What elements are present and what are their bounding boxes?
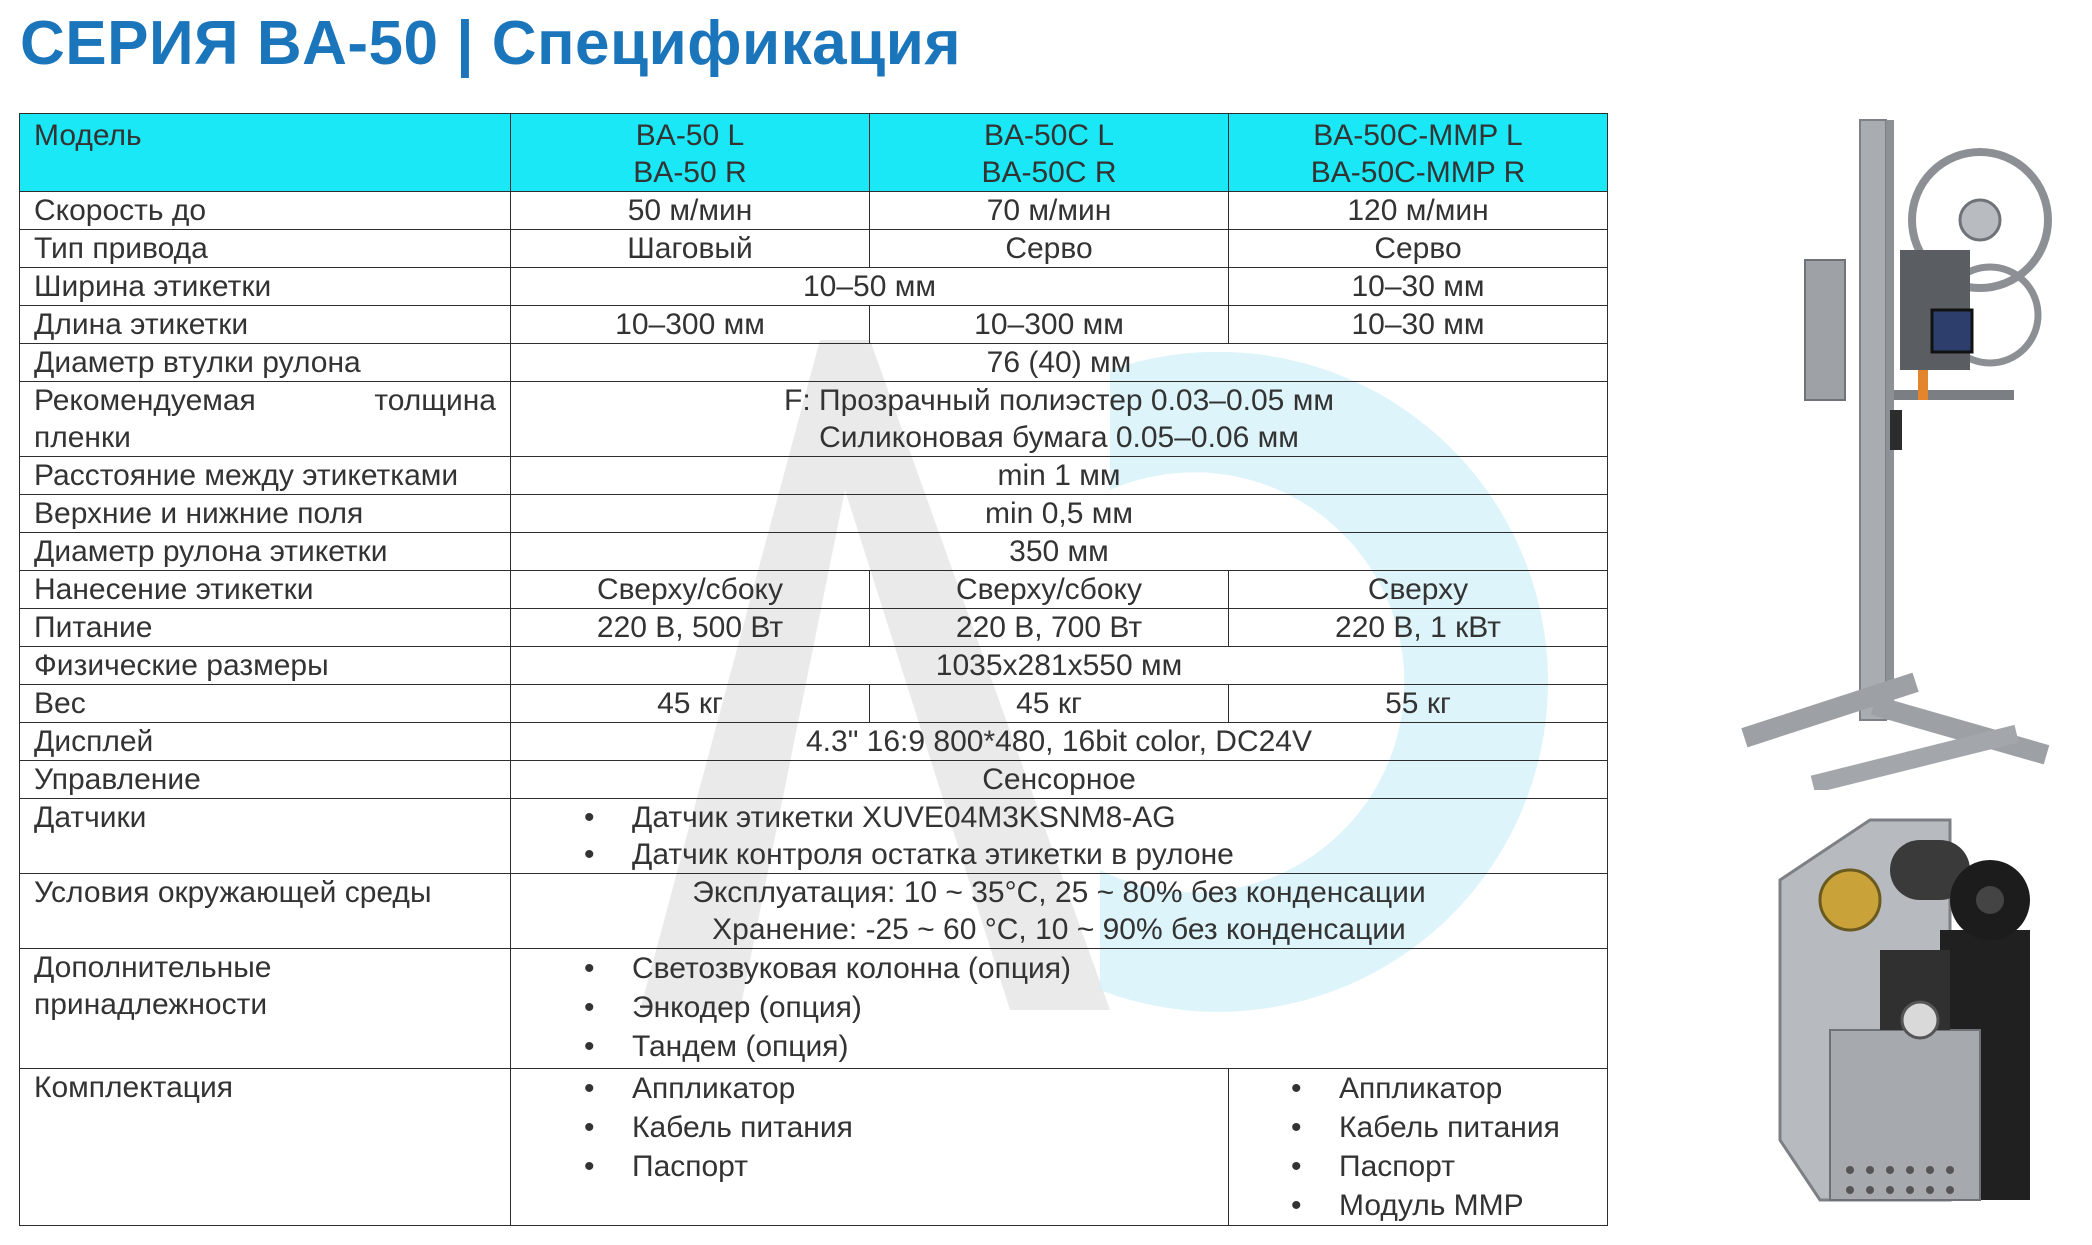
list-item: • Кабель питания [1339,1108,1593,1147]
value-cell: min 1 мм [511,457,1608,495]
value-cell: 350 мм [511,533,1608,571]
table-row-speed [20,192,1608,230]
table-row-width [20,268,1608,306]
row-label: Скорость до [20,192,511,230]
table-row-power [20,609,1608,647]
row-label: Модель [20,114,511,192]
list-item: • Тандем (опция) [632,1027,1593,1066]
list-item: • Паспорт [1339,1147,1593,1186]
value-cell: 10–30 мм [1229,306,1608,344]
value-cell: 10–300 мм [870,306,1229,344]
row-label: Датчики [20,799,511,874]
row-label: Тип привода [20,230,511,268]
value-cell: 1035x281x550 мм [511,647,1608,685]
list-item: • Модуль MMP [1339,1186,1593,1225]
table-row-kit [20,1069,1608,1226]
value-cell: 10–50 мм [511,268,1229,306]
row-label: Диаметр рулона этикетки [20,533,511,571]
row-label: Диаметр втулки рулона [20,344,511,382]
value-cell: 120 м/мин [1229,192,1608,230]
table-row-drive [20,230,1608,268]
value-cell: Шаговый [511,230,870,268]
value-cell: Серво [1229,230,1608,268]
row-label: Дополнительные принадлежности [20,949,511,1069]
spec-table [19,113,1608,1226]
row-label: Условия окружающей среды [20,874,511,949]
table-row-display [20,723,1608,761]
list-item: • Аппликатор [632,1069,1214,1108]
list-item: • Датчик контроля остатка этикетки в рулоне [632,836,1593,873]
value-cell: F: Прозрачный полиэстер 0.03–0.05 мм Силиконовая бумага 0.05–0.06 мм [511,382,1608,457]
table-row-core [20,344,1608,382]
list-item: • Энкодер (опция) [632,988,1593,1027]
table-row-control [20,761,1608,799]
table-row-roll [20,533,1608,571]
table-row-dims [20,647,1608,685]
value-cell: 50 м/мин [511,192,870,230]
model-cell: BA-50C-MMP L BA-50C-MMP R [1229,114,1608,192]
list-item: • Кабель питания [632,1108,1214,1147]
value-cell: 10–30 мм [1229,268,1608,306]
table-row-thickness [20,382,1608,457]
value-cell [511,1069,1229,1226]
value-cell: Сверху/сбоку [870,571,1229,609]
page-title: СЕРИЯ BA-50 | Спецификация [20,9,962,78]
labeling-machine-image [1740,110,2070,790]
table-row-application [20,571,1608,609]
value-cell: 220 В, 500 Вт [511,609,870,647]
value-cell: 4.3" 16:9 800*480, 16bit color, DC24V [511,723,1608,761]
table-row-gap [20,457,1608,495]
table-row-environment [20,874,1608,949]
value-cell: 220 В, 700 Вт [870,609,1229,647]
row-label: Верхние и нижние поля [20,495,511,533]
table-row-model [20,114,1608,192]
list-item: • Датчик этикетки XUVE04M3KSNM8-AG [632,799,1593,836]
table-row-length [20,306,1608,344]
row-label: Расстояние между этикетками [20,457,511,495]
value-cell: Эксплуатация: 10 ~ 35°C, 25 ~ 80% без конденсации Хранение: -25 ~ 60 °C, 10 ~ 90% без конденсации [511,874,1608,949]
value-cell: Сенсорное [511,761,1608,799]
row-label: Рекомендуемая толщина пленки [20,382,511,457]
row-label: Физические размеры [20,647,511,685]
value-cell: 70 м/мин [870,192,1229,230]
value-cell: 220 В, 1 кВт [1229,609,1608,647]
value-cell [1229,1069,1608,1226]
value-cell: 45 кг [511,685,870,723]
value-cell [511,799,1608,874]
value-cell: Серво [870,230,1229,268]
table-row-sensors [20,799,1608,874]
row-label: Питание [20,609,511,647]
row-label: Комплектация [20,1069,511,1226]
table-row-weight [20,685,1608,723]
value-cell: 55 кг [1229,685,1608,723]
list-item: • Паспорт [632,1147,1214,1186]
row-label: Длина этикетки [20,306,511,344]
row-label: Вес [20,685,511,723]
row-label: Дисплей [20,723,511,761]
list-item: • Светозвуковая колонна (опция) [632,949,1593,988]
value-cell: min 0,5 мм [511,495,1608,533]
row-label: Управление [20,761,511,799]
row-label: Нанесение этикетки [20,571,511,609]
model-cell: BA-50 L BA-50 R [511,114,870,192]
table-row-margins [20,495,1608,533]
list-item: • Аппликатор [1339,1069,1593,1108]
value-cell: 76 (40) мм [511,344,1608,382]
model-cell: BA-50C L BA-50C R [870,114,1229,192]
applicator-module-image [1760,800,2050,1220]
value-cell: Сверху/сбоку [511,571,870,609]
value-cell: 10–300 мм [511,306,870,344]
row-label: Ширина этикетки [20,268,511,306]
value-cell: 45 кг [870,685,1229,723]
value-cell [511,949,1608,1069]
value-cell: Сверху [1229,571,1608,609]
table-row-accessories [20,949,1608,1069]
